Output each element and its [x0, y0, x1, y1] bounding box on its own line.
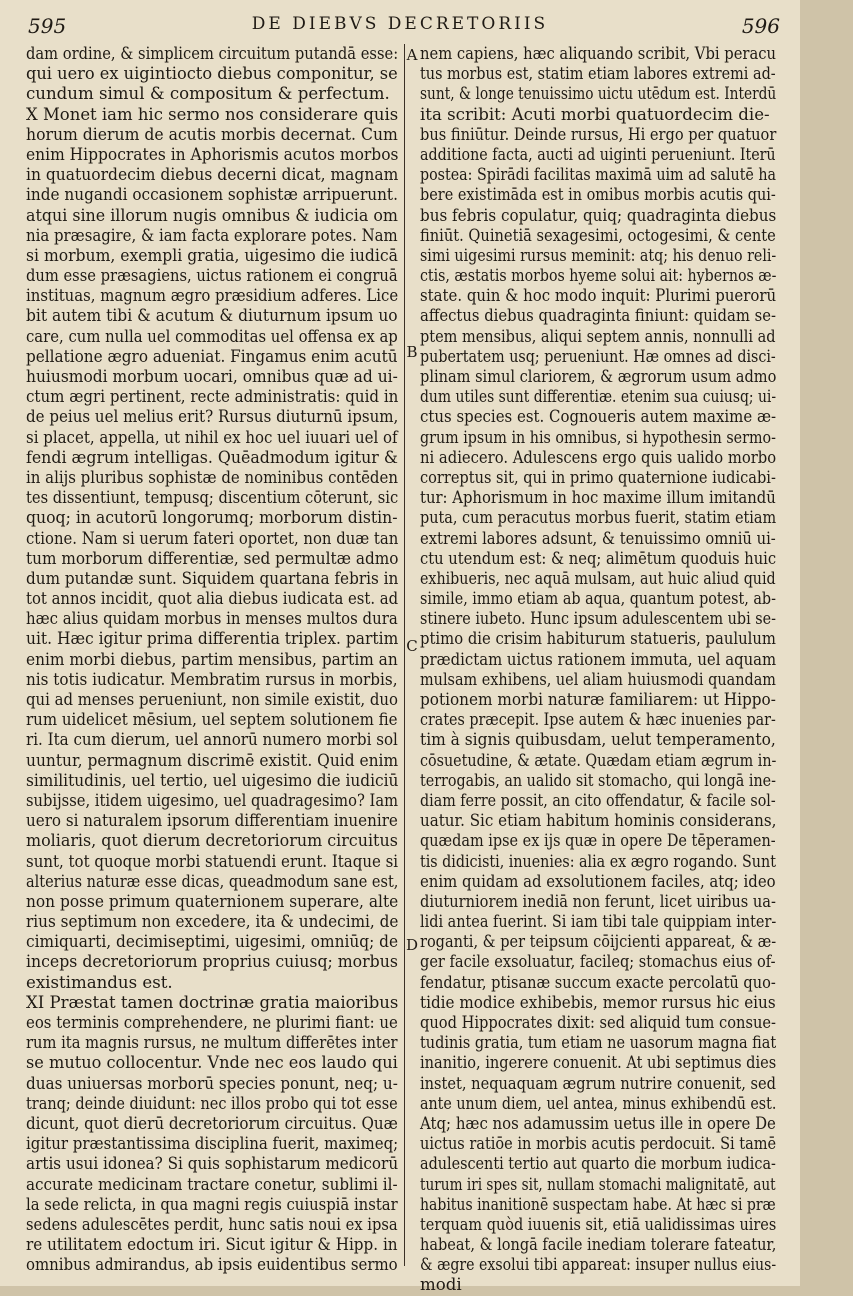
- text-line: terrogabis, an ualido sit stomacho, qui longā ine-: [420, 770, 776, 790]
- text-line: tes dissentiunt, tempusq; discentium cōterunt, sic: [26, 488, 399, 508]
- text-line: ctus species est. Cognoueris autem maxime æ-: [420, 407, 777, 427]
- text-line: in alijs pluribus sophistæ de nominibus contēden: [26, 467, 398, 487]
- text-line: correptus sit, qui in primo quaternione iudicabi-: [420, 467, 776, 487]
- text-line: ante unum diem, uel antea, minus exhibendū est.: [420, 1093, 777, 1113]
- text-line: moliaris, quot dierum decretoriorum circuitus: [26, 831, 398, 851]
- text-line: enim morbi diebus, partim mensibus, partim an: [26, 649, 398, 669]
- margin-marker: C: [406, 637, 418, 655]
- text-line: bit autem tibi & acutum & diuturnum ipsum uo: [26, 306, 398, 326]
- text-line: non posse primum quaternionem superare, alte: [26, 891, 399, 911]
- text-line: lidi antea fuerint. Si iam tibi tale quippiam inter-: [420, 912, 777, 932]
- text-line: simi uigesimi rursus meminit: atq; his denuo reli-: [420, 245, 777, 265]
- text-line: duas uniuersas morborū species ponunt, neq; u-: [26, 1073, 398, 1093]
- text-line: instituas, magnum ægro præsidium adferes. Lice: [26, 286, 399, 306]
- text-line: fendi ægrum intelligas. Quēadmodum igitur &: [26, 447, 398, 467]
- text-line: quod Hippocrates dixit: sed aliquid tum consue-: [420, 1013, 776, 1032]
- text-line: subijsse, itidem uigesimo, uel quadragesimo? Iam: [26, 790, 399, 810]
- text-line: cundum simul & compositum & perfectum.: [26, 84, 390, 104]
- text-line: rum uidelicet mēsium, uel septem solutionem fie: [26, 710, 398, 730]
- text-line: potionem morbi naturæ familiarem: ut Hippo-: [420, 690, 776, 709]
- text-line: quoq; in acutorū longorumq; morborum distin-: [26, 508, 398, 528]
- right-text-column: [420, 44, 777, 1295]
- text-line: bere existimāda est in omibus morbis acutis qui-: [420, 185, 776, 205]
- left-text-column: [26, 44, 399, 1275]
- text-line: exhibueris, nec aquā mulsam, aut huic aliud quid: [420, 568, 776, 588]
- text-line: roganti, & per teipsum cōijcienti appareat, & æ-: [420, 932, 777, 952]
- text-line: qui ad menses perueniunt, non simile existit, duo: [26, 690, 398, 709]
- text-line: uuntur, permagnum discrimē existit. Quid enim: [26, 750, 399, 770]
- text-line: ita scribit: Acuti morbi quatuordecim die-: [420, 104, 770, 124]
- text-line: inceps decretoriorum proprius cuiusq; morbus: [26, 952, 398, 972]
- text-line: tis didicisti, inuenies: alia ex ægro rogando. Sunt: [420, 851, 776, 871]
- text-line: additione facta, aucti ad uiginti perueniunt. Iterū: [420, 144, 776, 164]
- text-line: nem capiens, hæc aliquando scribit, Vbi peracu: [420, 44, 776, 63]
- margin-marker: D: [405, 936, 419, 954]
- text-line: bus finiūtur. Deinde rursus, Hi ergo per quatuor: [420, 124, 777, 144]
- text-line: eos terminis comprehendere, ne plurimi fiant: ue: [26, 1013, 398, 1032]
- text-line: habeat, & longā facile inediam tolerare fateatur,: [420, 1235, 777, 1255]
- text-line: finiūt. Quinetiā sexagesimi, octogesimi, & cente: [420, 225, 776, 245]
- text-line: turum iri spes sit, nullam stomachi malignitatē, aut: [420, 1174, 776, 1194]
- text-line: alterius naturæ esse dicas, queadmodum sane est,: [26, 871, 399, 891]
- text-line: crates præcepit. Ipse autem & hæc inuenies par-: [420, 710, 776, 730]
- text-line: uictus ratiōe in morbis acutis perdocuit. Si tamē: [420, 1134, 777, 1154]
- text-line: simile, immo etiam ab aqua, quantum potest, ab-: [420, 589, 776, 609]
- text-line: & ægre exsolui tibi appareat: insuper nullus eius-: [420, 1255, 777, 1275]
- text-line: enim quidam ad exsolutionem faciles, atq; ideo: [420, 871, 776, 891]
- text-line: si placet, appella, ut nihil ex hoc uel iuuari uel of: [26, 427, 398, 447]
- text-line: fendatur, ptisanæ succum exacte percolatū quo-: [420, 972, 776, 992]
- text-line: extremi labores adsunt, & tenuissimo omniū ui-: [420, 528, 776, 548]
- text-line: instet, nequaquam ægrum nutrire conuenit, sed: [420, 1073, 776, 1093]
- text-line: ni adiecero. Adulescens ergo quis ualido morbo: [420, 447, 777, 467]
- text-line: cimiquarti, decimiseptimi, uigesimi, omniūq; de: [26, 932, 399, 952]
- text-line: se mutuo collocentur. Vnde nec eos laudo qui: [26, 1053, 398, 1073]
- text-line: ctu utendum est: & neq; alimētum quoduis huic: [420, 548, 777, 568]
- text-line: tim à signis quibusdam, uelut temperamento,: [420, 730, 776, 750]
- text-line: hæc alius quidam morbus in menses multos dura: [26, 609, 398, 629]
- text-line: tudinis gratia, tum etiam ne uasorum magna fiat: [420, 1033, 777, 1053]
- text-line: prædictam uictus rationem immuta, uel aquam: [420, 649, 777, 669]
- text-line: X Monet iam hic sermo nos considerare quis: [26, 104, 399, 124]
- text-line: dum utiles sunt differentiæ. etenim sua cuiusq; ui-: [420, 387, 777, 407]
- text-line: omnibus admirandus, ab ipsis euidentibus sermo: [26, 1255, 398, 1275]
- text-line: diam ferre possit, an cito offendatur, & facile sol-: [420, 790, 776, 810]
- text-line: inde nugandi occasionem sophistæ arripuerunt.: [26, 185, 398, 205]
- text-line: si morbum, exempli gratia, uigesimo die iudicā: [26, 245, 398, 265]
- text-line: stinere iubeto. Hunc ipsum adulescentem ubi se-: [420, 609, 776, 629]
- text-line: pellatione ægro adueniat. Fingamus enim acutū: [26, 346, 398, 366]
- text-line: ptem mensibus, aliqui septem annis, nonnulli ad: [420, 326, 776, 346]
- text-line: accurate medicinam tractare conetur, sublimi il-: [26, 1174, 398, 1194]
- text-line: pubertatem usq; perueniunt. Hæ omnes ad disci-: [420, 346, 776, 366]
- text-line: huiusmodi morbum uocari, omnibus quæ ad ui-: [26, 367, 398, 386]
- text-line: care, cum nulla uel commoditas uel offensa ex ap: [26, 326, 398, 346]
- running-header: [0, 0, 800, 44]
- text-line: nia præsagire, & iam facta explorare potes. Nam: [26, 225, 398, 245]
- text-line: XI Præstat tamen doctrinæ gratia maioribus: [26, 992, 399, 1012]
- text-line: plinam simul clariorem, & ægrorum usum admo: [420, 367, 777, 386]
- column-divider: [404, 44, 405, 1266]
- text-line: terquam quòd iuuenis sit, etiā ualidissimas uires: [420, 1214, 777, 1234]
- text-line: ptimo die crisim habiturum statueris, paululum: [420, 629, 776, 649]
- text-line: dam ordine, & simplicem circuitum putandā esse:: [26, 44, 399, 63]
- text-line: rius septimum non excedere, ita & undecimi, de: [26, 912, 399, 932]
- text-line: atqui sine illorum nugis omnibus & iudicia om: [26, 205, 398, 225]
- text-line: tranq; deinde diuidunt: nec illos probo qui tot esse: [26, 1093, 398, 1113]
- text-line: uero si naturalem ipsorum differentiam inuenire: [26, 811, 398, 831]
- text-line: similitudinis, uel tertio, uel uigesimo die iudiciū: [26, 770, 399, 790]
- text-line: ctis, æstatis morbos hyeme solui ait: hybernos æ-: [420, 266, 777, 286]
- running-title: DE DIEBVS DECRETORIIS: [251, 14, 549, 34]
- margin-marker: B: [406, 343, 418, 361]
- text-line: state. quin & hoc modo inquit: Plurimi puerorū: [420, 286, 777, 306]
- text-line: mulsam exhibens, uel aliam huiusmodi quandam: [420, 669, 776, 689]
- text-line: modi: [420, 1275, 462, 1295]
- text-line: tot annos incidit, quot alia diebus iudicata est. ad: [26, 589, 399, 609]
- text-line: tus morbus est, statim etiam labores extremi ad-: [420, 64, 776, 84]
- text-line: nis totis iudicatur. Membratim rursus in morbis,: [26, 669, 398, 689]
- text-line: ctione. Nam si uerum fateri oportet, non duæ tan: [26, 528, 399, 548]
- text-line: dicunt, quot dierū decretoriorum circuitus. Quæ: [26, 1113, 398, 1133]
- page-number-left: 595: [28, 14, 67, 38]
- text-line: dum esse præsagiens, uictus rationem ei congruā: [26, 266, 398, 286]
- text-line: adulescenti tertio aut quarto die morbum iudica-: [420, 1154, 776, 1174]
- text-line: sunt, & longe tenuissimo uictu utēdum est. Interdū: [420, 84, 777, 104]
- text-line: puta, cum peracutus morbus fuerit, statim etiam: [420, 508, 777, 528]
- page-number-right: 596: [741, 14, 780, 38]
- text-line: in quatuordecim diebus decerni dicat, magnam: [26, 165, 399, 185]
- text-line: quædam ipse ex ijs quæ in opere De tēperamen-: [420, 831, 776, 851]
- text-line: tur: Aphorismum in hoc maxime illum imitandū: [420, 488, 776, 508]
- text-line: existimandus est.: [26, 972, 173, 992]
- text-line: rum ita magnis rursus, ne multum differētes inter: [26, 1033, 398, 1053]
- text-line: postea: Spirādi facilitas maximā uim ad salutē ha: [420, 165, 777, 185]
- text-line: enim Hippocrates in Aphorismis acutos morbos: [26, 144, 399, 164]
- text-line: habitus inanitionē suspectam habe. At hæc si præ: [420, 1194, 776, 1214]
- text-line: affectus diebus quadraginta finiunt: quidam se-: [420, 306, 776, 326]
- text-line: re utilitatem edoctum iri. Sicut igitur & Hipp. in: [26, 1235, 398, 1255]
- text-line: uit. Hæc igitur prima differentia triplex. partim: [26, 629, 399, 649]
- margin-marker: A: [406, 46, 418, 64]
- text-line: ri. Ita cum dierum, uel annorū numero morbi sol: [26, 730, 398, 750]
- text-line: Atq; hæc nos adamussim uetus ille in opere De: [420, 1113, 776, 1133]
- text-line: uatur. Sic etiam habitum hominis considerans,: [420, 811, 777, 831]
- text-line: artis usui idonea? Si quis sophistarum medicorū: [26, 1154, 399, 1174]
- text-line: tum morborum differentiæ, sed permultæ admo: [26, 548, 399, 568]
- text-line: tidie modice exhibebis, memor rursus hic eius: [420, 992, 776, 1012]
- text-line: diuturniorem inediā non ferunt, licet uiribus ua-: [420, 891, 776, 911]
- text-line: inanitio, ingerere conuenit. At ubi septimus dies: [420, 1053, 777, 1073]
- text-line: sedens adulescētes perdit, hunc satis noui ex ipsa: [26, 1214, 398, 1234]
- text-line: dum putandæ sunt. Siquidem quartana febris in: [26, 568, 399, 588]
- text-line: ger facile exsoluatur, facileq; stomachus eius of-: [420, 952, 776, 972]
- text-line: cōsuetudine, & ætate. Quædam etiam ægrum in-: [420, 750, 777, 770]
- text-line: bus febris copulatur, quiq; quadraginta diebus: [420, 205, 777, 225]
- text-line: la sede relicta, in qua magni regis cuiuspiā instar: [26, 1194, 398, 1214]
- text-line: qui uero ex uigintiocto diebus componitur, se: [26, 64, 398, 84]
- text-line: igitur præstantissima disciplina fuerit, maximeq;: [26, 1134, 399, 1154]
- text-line: ctum ægri pertinent, recte administratis: quid in: [26, 387, 399, 407]
- text-line: de peius uel melius erit? Rursus diuturnū ipsum,: [26, 407, 399, 427]
- text-line: sunt, tot quoque morbi statuendi erunt. Itaque si: [26, 851, 399, 871]
- text-line: grum ipsum in his omnibus, si hypothesin sermo-: [420, 427, 776, 447]
- text-line: horum dierum de acutis morbis decernat. Cum: [26, 124, 398, 144]
